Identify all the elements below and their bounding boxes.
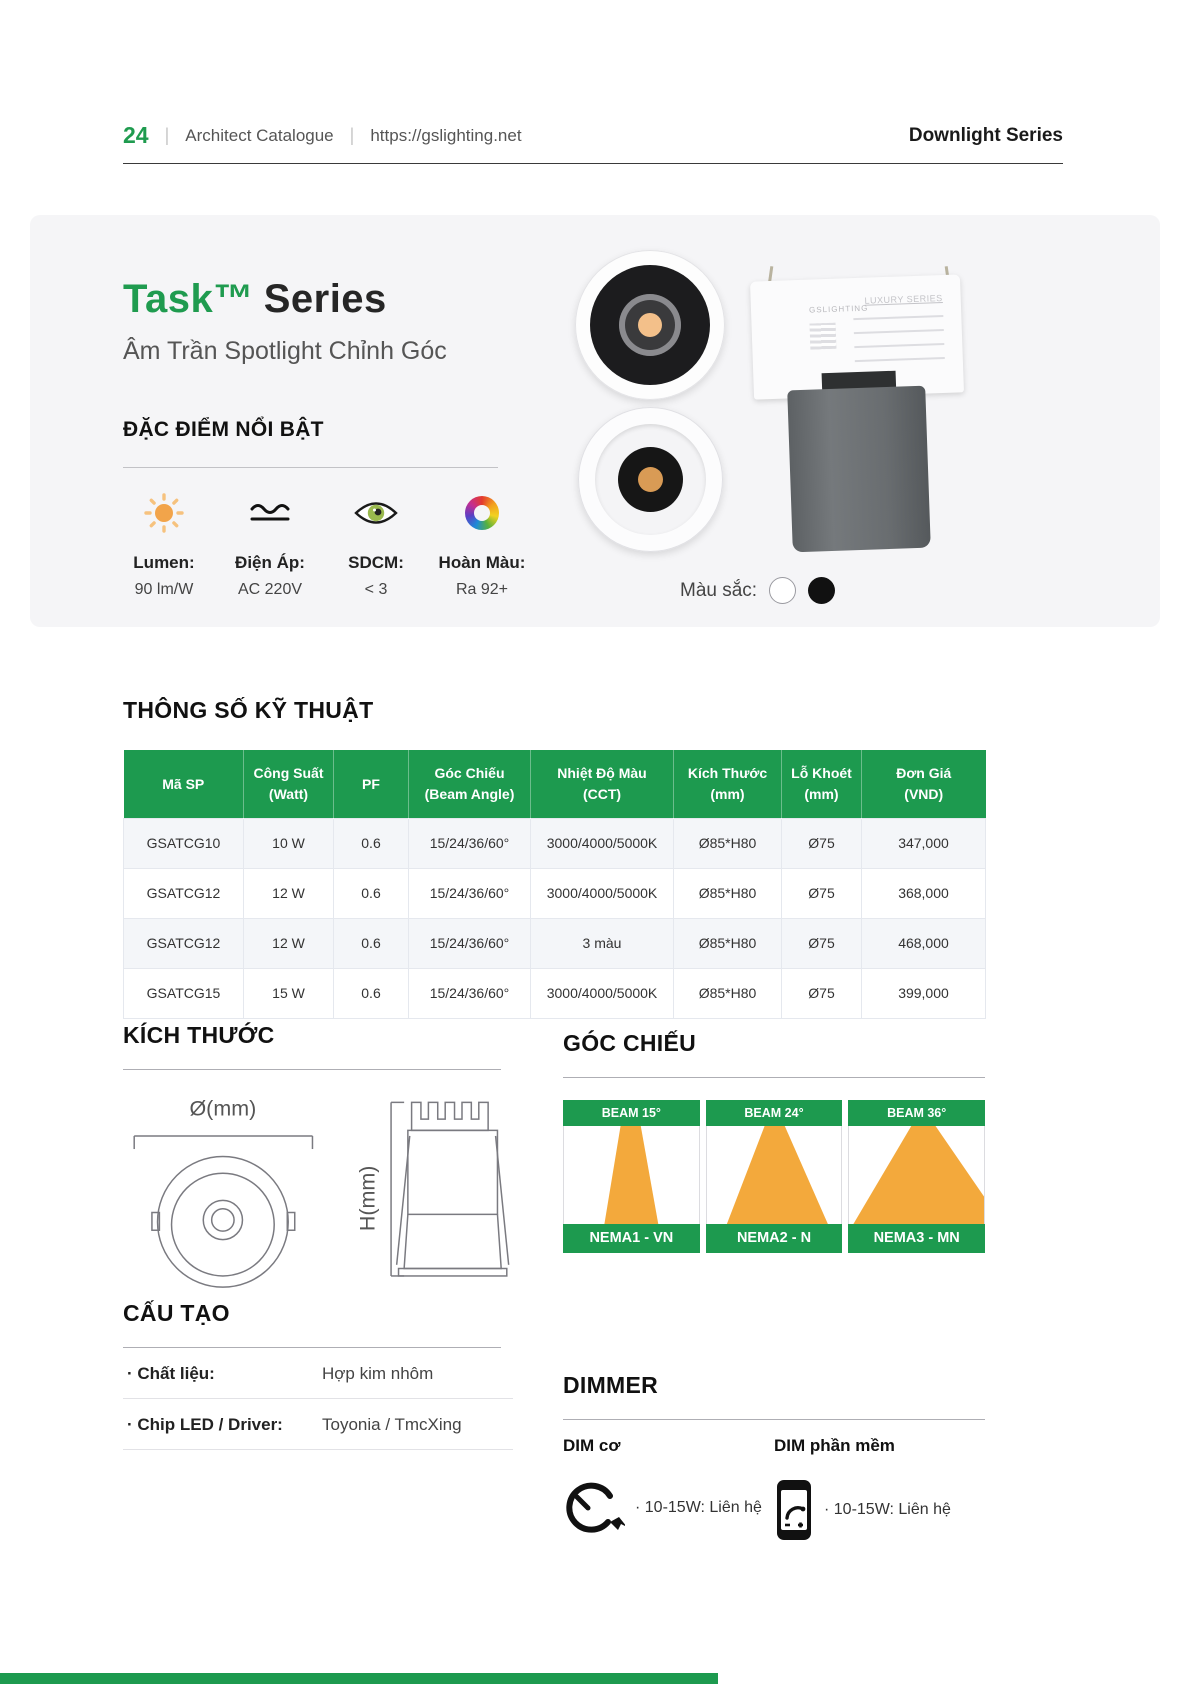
feature-value: < 3 [364,581,388,598]
dim-note: · 10-15W: Liên hệ [824,1501,951,1518]
divider: | [164,125,170,145]
construction-row [123,1348,513,1399]
beam-cone [849,1126,984,1224]
diameter-label: Ø(mm) [189,1096,257,1121]
section-rule [123,1069,501,1070]
construction-section [123,1300,513,1450]
beam-cone [707,1126,842,1224]
construction-row [123,1399,513,1450]
section-rule [563,1077,985,1078]
beam-card-title: BEAM 15° [563,1100,700,1126]
photo-series-text: LUXURY SERIES [864,292,943,306]
product-subtitle: Âm Trần Spotlight Chỉnh Góc [123,337,447,365]
series-title: Downlight Series [908,124,1063,146]
beam-card-36 [848,1100,985,1253]
specs-table [123,750,986,1019]
header-rule [123,163,1063,164]
hero-card [30,215,1160,627]
beam-heading: GÓC CHIẾU [563,1030,697,1056]
dimensions-heading: KÍCH THƯỚC [123,1022,275,1048]
beam-card-title: BEAM 36° [848,1100,985,1126]
beam-card-nema: NEMA2 - N [706,1224,843,1253]
dimmer-section [563,1372,985,1542]
dimensions-section [123,1022,513,1299]
dimmer-heading: DIMMER [563,1372,659,1398]
rotary-dim-icon [563,1478,625,1538]
dim-note: · 10-15W: Liên hệ [635,1499,762,1516]
divider: | [349,125,355,145]
construction-value: Hợp kim nhôm [322,1364,434,1383]
beam-card-title: BEAM 24° [706,1100,843,1126]
col-header: Đơn Giá (VND) [862,750,986,818]
beam-angle-section [563,1030,985,1253]
section-rule [563,1419,985,1420]
dim-mechanical [563,1436,774,1542]
dim-software [774,1436,985,1542]
construction-label: · Chip LED / Driver: [127,1415,283,1434]
side-view-drawing [350,1084,513,1299]
swatch-white[interactable] [769,577,796,604]
beam-cone [564,1126,699,1224]
feature-lumen [118,487,210,599]
feature-cri [436,487,528,599]
swatch-black[interactable] [808,577,835,604]
product-title [123,277,387,322]
sun-icon [118,487,210,539]
ac-wave-icon [224,487,316,539]
dim-label: DIM phần mềm [774,1436,895,1455]
features-rule [123,467,498,468]
fixture-heatsink-body [787,386,931,553]
feature-label: SDCM: [348,553,404,572]
beam-card-15 [563,1100,700,1253]
product-photo-front-white [578,407,723,552]
page-number: 24 [123,122,149,148]
col-header: Lỗ Khoét (mm) [782,750,862,818]
feature-label: Lumen: [133,553,195,572]
website-link[interactable]: https://gslighting.net [370,125,522,145]
feature-value: Ra 92+ [455,581,509,598]
col-header: Kích Thước (mm) [674,750,782,818]
feature-list [118,487,528,599]
feature-label: Điện Áp: [235,553,305,572]
table-row: GSATCG15 15 W 0.6 15/24/36/60° 3000/4000/5000K Ø85*H80 Ø75 399,000 [124,968,986,1018]
feature-label: Hoàn Màu: [438,553,526,572]
specs-heading: THÔNG SỐ KỸ THUẬT [123,697,374,723]
page-header [123,122,1063,149]
beam-card-nema: NEMA1 - VN [563,1224,700,1253]
col-header: PF [334,750,409,818]
specs-header-row [124,750,986,818]
table-row: GSATCG10 10 W 0.6 15/24/36/60° 3000/4000/5000K Ø85*H80 Ø75 347,000 [124,818,986,868]
col-header: Nhiệt Độ Màu (CCT) [531,750,674,818]
photo-brand-text: GSLIGHTING [808,303,869,315]
col-header: Góc Chiếu (Beam Angle) [409,750,531,818]
feature-sdcm [330,487,422,599]
height-label: H(mm) [354,1165,379,1232]
construction-label: · Chất liệu: [127,1364,215,1383]
color-options [680,577,835,604]
catalogue-name: Architect Catalogue [185,125,334,145]
features-heading: ĐẶC ĐIỂM NỔI BẬT [123,418,324,441]
col-header: Mã SP [124,750,244,818]
front-view-drawing [123,1084,324,1299]
construction-value: Toyonia / TmcXing [322,1415,462,1434]
table-row: GSATCG12 12 W 0.6 15/24/36/60° 3 màu Ø85*H80 Ø75 468,000 [124,918,986,968]
construction-heading: CẤU TẠO [123,1300,230,1326]
table-row: GSATCG12 12 W 0.6 15/24/36/60° 3000/4000/5000K Ø85*H80 Ø75 368,000 [124,868,986,918]
series-word: Series [263,277,387,321]
product-photo-front-black [575,250,725,400]
eye-icon [330,487,422,539]
feature-voltage [224,487,316,599]
color-options-label: Màu sắc: [680,579,758,601]
qr-code [810,323,837,350]
col-header: Công Suất (Watt) [244,750,334,818]
color-wheel-icon [436,487,528,539]
feature-value: 90 lm/W [134,581,194,598]
feature-value: AC 220V [237,581,303,598]
beam-card-24 [706,1100,843,1253]
product-photo-side [752,260,962,560]
specs-section [123,697,985,1019]
footer-accent-bar [0,1673,718,1684]
phone-dim-icon [774,1478,814,1542]
dim-label: DIM cơ [563,1436,621,1455]
beam-card-nema: NEMA3 - MN [848,1224,985,1253]
brand-name: Task™ [123,277,254,321]
